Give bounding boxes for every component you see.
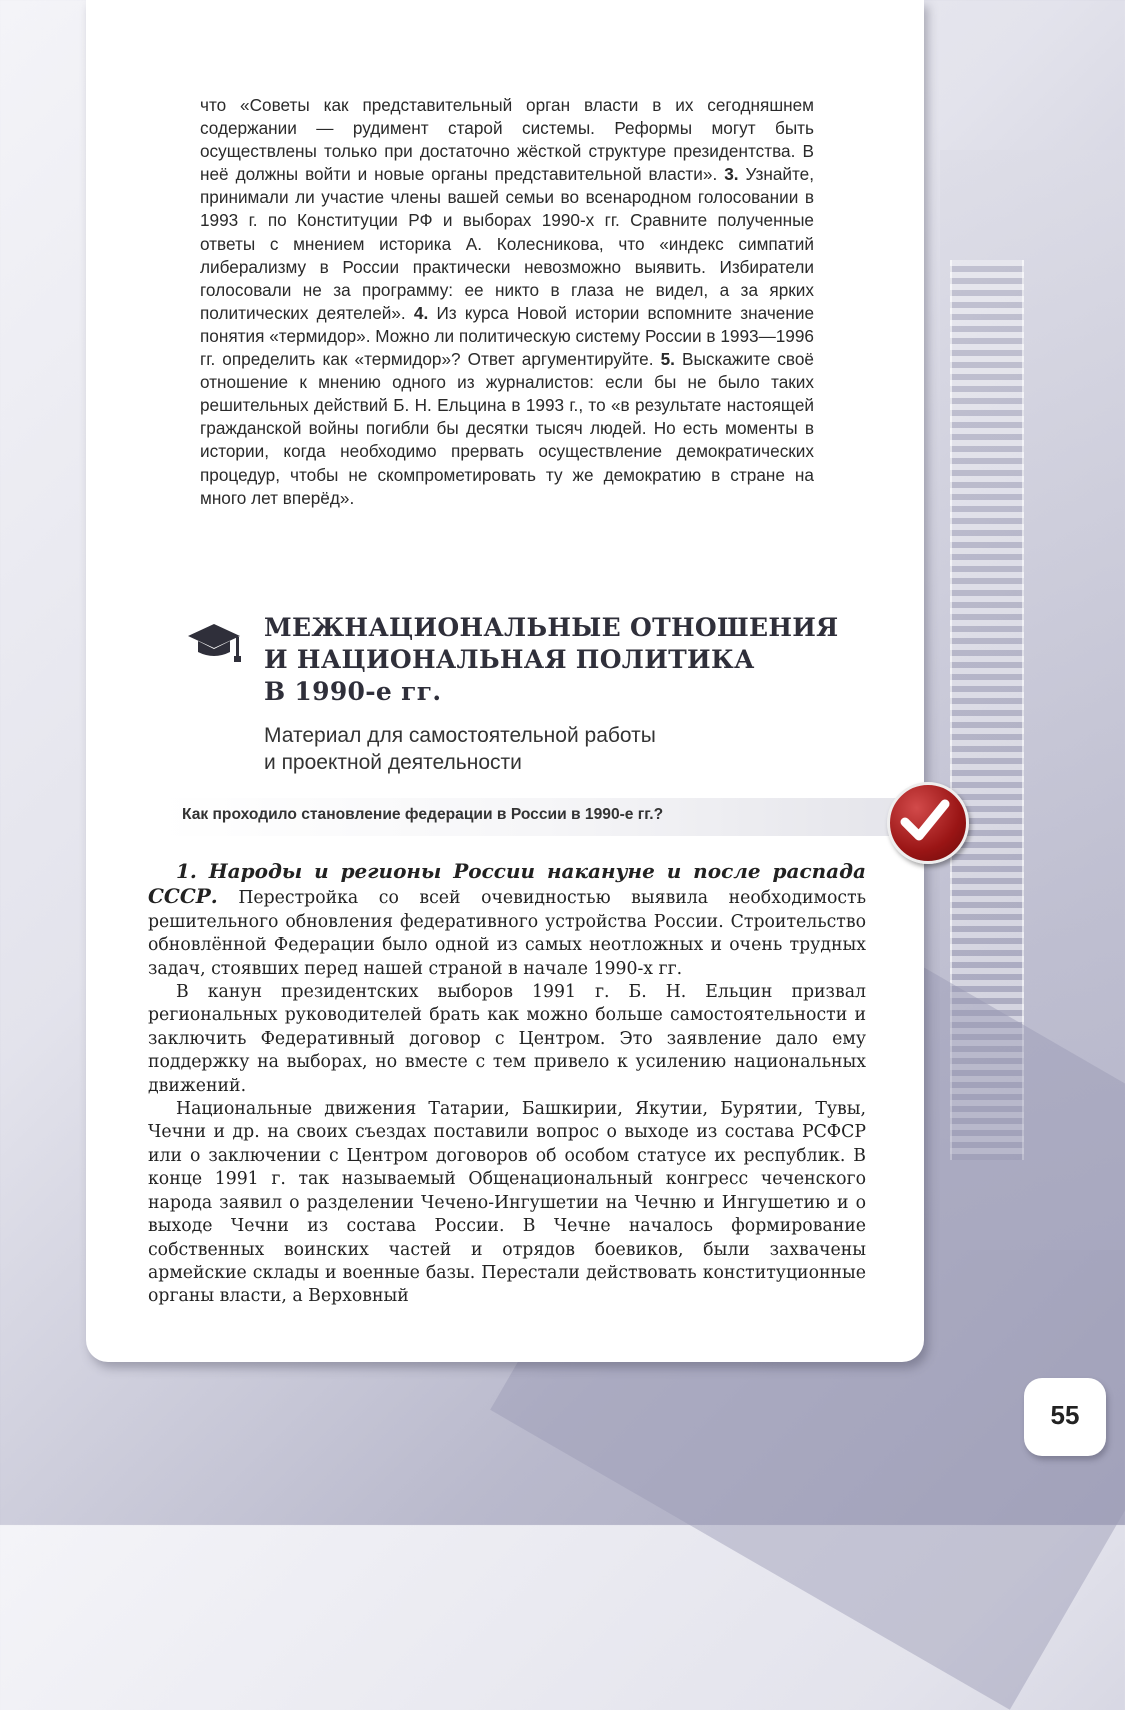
subheading-line-2: и проектной деятельности	[264, 751, 522, 774]
task-number-4: 4.	[413, 302, 429, 323]
section-heading	[264, 612, 864, 708]
heading-line-1: МЕЖНАЦИОНАЛЬНЫЕ ОТНОШЕНИЯ	[264, 613, 839, 642]
top-text-block	[200, 94, 814, 510]
section-1-title: 1. Народы и регионы России накануне и после распада СССР.	[148, 859, 866, 909]
top-text-part1: что «Советы как представительный орган власти в их сегодняшнем содержании — рудимент старой системы. Реформы могут быть осуществлены только при достаточно жёсткой структуре президентства. В неё должны войти и новые органы представительной власти».	[200, 95, 814, 185]
main-text	[148, 860, 866, 1309]
top-text-part2: Узнайте, принимали ли участие члены вашей семьи во всенародном голосовании в 1993 г. по Конституции РФ и выборах 1990-х гг. Сравните полученные ответы с мнением историка А. Колесникова, что «индекс симпатий либерализму в России практически невозможно выявить. Избиратели голосовали не за программу: ее никто в глаза не видел, а за ярких политических деятелей».	[200, 164, 815, 323]
task-number-5: 5.	[660, 349, 675, 370]
heading-line-2: И НАЦИОНАЛЬНАЯ ПОЛИТИКА	[264, 645, 755, 674]
section-subheading	[264, 722, 824, 776]
subheading-line-1: Материал для самостоятельной работы	[264, 724, 656, 747]
graduation-cap-icon	[186, 618, 242, 666]
key-question: Как проходило становление федерации в России в 1990-е гг.?	[182, 806, 664, 823]
task-number-3: 3.	[724, 164, 739, 185]
top-text-part4: Выскажите своё отношение к мнению одного из журналистов: если бы не было таких решительных действий Б. Н. Ельцина в 1993 г., то «в результате настоящей гражданской войны погибли бы десятки тысяч людей. Но есть моменты в истории, когда необходимо прервать осуществление демократических процедур, чтобы не скомпрометировать ту же демократию в стране на много лет вперёд».	[200, 349, 814, 508]
page-number: 55	[1050, 1400, 1080, 1430]
checkmark-icon	[887, 782, 963, 858]
paragraph-2: В канун президентских выборов 1991 г. Б. Н. Ельцин призвал региональных руководителей брать как можно больше самостоятельности и заключить Федеративный договор с Центром. Это заявление дало ему поддержку на выборах, но вместе с тем привело к усилению национальных движений.	[148, 982, 866, 1096]
checkmark-badge	[887, 782, 969, 864]
heading-line-3: В 1990-е гг.	[264, 677, 442, 706]
top-text-part3: Из курса Новой истории вспомните значение понятия «термидор». Можно ли политическую систему России в 1993—1996 гг. определить как «термидор»? Ответ аргументируйте.	[200, 302, 815, 370]
paragraph-1: Перестройка со всей очевидностью выявила необходимость решительного обновления федеративного устройства России. Строительство обновлённой Федерации было одной из самых неотложных и очень трудных задач, стоявших перед нашей страной в начале 1990-х гг.	[148, 888, 866, 979]
paragraph-3: Национальные движения Татарии, Башкирии, Якутии, Бурятии, Тувы, Чечни и др. на своих съездах поставили вопрос о выходе из состава РСФСР или о заключении с Центром договоров об особом статусе их республик. В конце 1991 г. так называемый Общенациональный конгресс чеченского народа заявил о разделении Чечено-Ингушетии на Чечню и Ингушетию и о выходе Чечни из состава России. В Чечне началось формирование собственных воинских частей и отрядов боевиков, были захвачены армейские склады и военные базы. Перестали действовать конституционные органы власти, а Верховный	[148, 1099, 866, 1307]
